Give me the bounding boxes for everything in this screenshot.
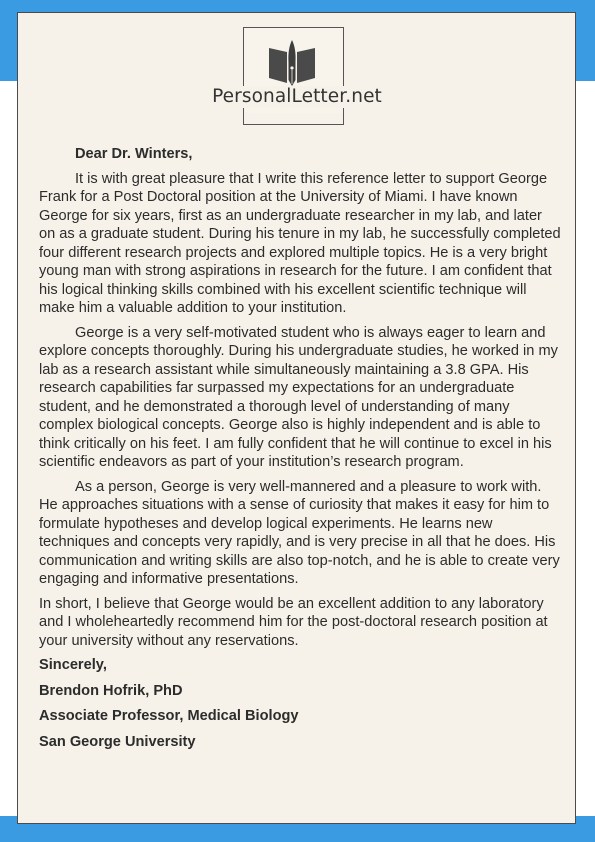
paragraph-3: As a person, George is very well-mannered and a pleasure to work with. He approaches situations with a sense of curiosity that makes it easy for him to formulate hypotheses and develop logical experiments. He learns new techniques and concepts very rapidly, and is very precise in all that he does. His communication and writing skills are also top-notch, and he is able to create very engaging and informative presentations. <box>39 478 560 587</box>
brand-name[interactable]: PersonalLetter.net <box>202 86 392 108</box>
paragraph-1: It is with great pleasure that I write this reference letter to support George Frank for a Post Doctoral position at the University of Miami. I have known George for six years, first as an undergraduate researcher in my lab, and later on as a graduate student. During his tenure in my lab, he successfully completed four different research projects and explored multiple topics. He is a very bright young man with strong aspirations in research for the future. I am confident that his logical thinking skills combined with his excellent scientific technique will make him a valuable addition to your institution. <box>39 170 561 316</box>
salutation: Dear Dr. Winters, <box>75 146 193 162</box>
closing: Sincerely, <box>39 657 107 673</box>
pen-book-icon <box>267 40 317 86</box>
signer-organization: San George University <box>39 733 196 750</box>
signer-title: Associate Professor, Medical Biology <box>39 708 299 724</box>
logo-underline <box>243 113 344 125</box>
paragraph-4: In short, I believe that George would be an excellent addition to any laboratory and I wholeheartedly recommend him for the post-doctoral research position at your university without any reservations. <box>39 595 548 649</box>
letter-body <box>39 145 561 758</box>
signer-name: Brendon Hofrik, PhD <box>39 682 183 699</box>
paragraph-2: George is a very self-motivated student who is always eager to learn and explore concepts thoroughly. During his undergraduate studies, he worked in my lab as a research assistant while simultaneously maintaining a 3.8 GPA. His research capabilities far surpassed my expectations for an undergraduate student, and he demonstrated a thorough level of understanding of many complex biological concepts. George also is highly independent and is able to think critically on his feet. I am fully confident that he will continue to excel in his scientific endeavors as part of your institution’s research program. <box>39 324 558 470</box>
